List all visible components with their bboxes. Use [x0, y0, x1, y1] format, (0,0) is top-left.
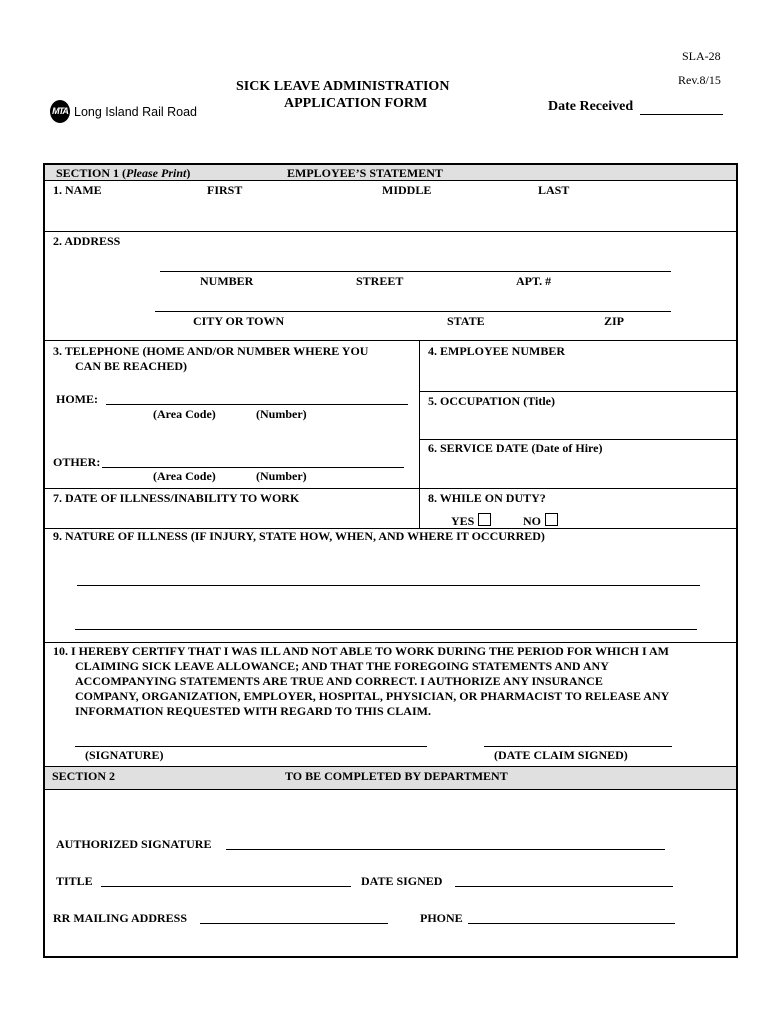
- name-first-label: FIRST: [207, 183, 243, 197]
- address-line2-field[interactable]: [155, 311, 671, 312]
- telephone-label-line2: CAN BE REACHED): [75, 359, 188, 373]
- certify-line4: COMPANY, ORGANIZATION, EMPLOYER, HOSPITAL, PHYSICIAN, OR PHARMACIST TO RELEASE ANY: [75, 689, 670, 703]
- home-number-label: (Number): [256, 407, 307, 421]
- occupation-label: 5. OCCUPATION (Title): [428, 394, 555, 408]
- service-date-label: 6. SERVICE DATE (Date of Hire): [428, 441, 603, 455]
- name-middle-label: MIDDLE: [382, 183, 432, 197]
- address-number-label: NUMBER: [200, 274, 254, 288]
- no-option[interactable]: NO: [523, 513, 558, 529]
- form-title-line2: APPLICATION FORM: [284, 96, 428, 111]
- revision: Rev.8/15: [678, 73, 721, 87]
- section1-label: SECTION 1 (Please Print): [56, 166, 191, 180]
- name-field[interactable]: [45, 231, 736, 232]
- other-phone-label: OTHER:: [53, 455, 101, 469]
- occupation-field[interactable]: [419, 439, 736, 440]
- address-zip-label: ZIP: [604, 314, 625, 328]
- date-received-label: Date Received: [548, 99, 634, 114]
- address-street-label: STREET: [356, 274, 404, 288]
- section2-label: SECTION 2: [52, 769, 116, 783]
- mailing-address-field[interactable]: [200, 923, 388, 924]
- certify-line2: CLAIMING SICK LEAVE ALLOWANCE; AND THAT THE FOREGOING STATEMENTS AND ANY: [75, 659, 609, 673]
- mailing-address-label: RR MAILING ADDRESS: [53, 911, 188, 925]
- no-checkbox[interactable]: [545, 513, 558, 526]
- name-last-label: LAST: [538, 183, 570, 197]
- date-claim-signed-label: (DATE CLAIM SIGNED): [494, 748, 628, 762]
- date-signed-label: DATE SIGNED: [361, 874, 443, 888]
- date-of-illness-label: 7. DATE OF ILLNESS/INABILITY TO WORK: [53, 491, 300, 505]
- authorized-signature-label: AUTHORIZED SIGNATURE: [56, 837, 212, 851]
- address-label: 2. ADDRESS: [53, 234, 121, 248]
- home-phone-field[interactable]: [106, 404, 408, 405]
- signature-label: (SIGNATURE): [85, 748, 164, 762]
- certify-line5: INFORMATION REQUESTED WITH REGARD TO THIS CLAIM.: [75, 704, 431, 718]
- while-on-duty-label: 8. WHILE ON DUTY?: [428, 491, 546, 505]
- home-phone-label: HOME:: [56, 392, 98, 406]
- title-label: TITLE: [56, 874, 93, 888]
- date-signed-field[interactable]: [455, 886, 673, 887]
- employee-number-field[interactable]: [419, 391, 736, 392]
- nature-of-illness-field2[interactable]: [75, 629, 697, 630]
- yes-checkbox[interactable]: [478, 513, 491, 526]
- section2-title: TO BE COMPLETED BY DEPARTMENT: [285, 769, 508, 783]
- date-received-line[interactable]: [640, 114, 723, 115]
- authorized-signature-field[interactable]: [226, 849, 665, 850]
- date-claim-signed-field[interactable]: [484, 746, 672, 747]
- other-number-label: (Number): [256, 469, 307, 483]
- name-label: 1. NAME: [53, 183, 102, 197]
- yes-option[interactable]: YES: [451, 513, 491, 529]
- logo-text: Long Island Rail Road: [74, 105, 197, 119]
- telephone-label: 3. TELEPHONE (HOME AND/OR NUMBER WHERE YOU: [53, 344, 369, 358]
- address-city-label: CITY OR TOWN: [193, 314, 285, 328]
- form-code: SLA-28: [682, 49, 721, 63]
- certify-line3: ACCOMPANYING STATEMENTS ARE TRUE AND CORRECT. I AUTHORIZE ANY INSURANCE: [75, 674, 603, 688]
- certify-line1: 10. I HEREBY CERTIFY THAT I WAS ILL AND NOT ABLE TO WORK DURING THE PERIOD FOR WHICH I AM: [53, 644, 669, 658]
- employee-number-label: 4. EMPLOYEE NUMBER: [428, 344, 566, 358]
- phone-label: PHONE: [420, 911, 463, 925]
- home-area-code-label: (Area Code): [153, 407, 216, 421]
- section1-title: EMPLOYEE’S STATEMENT: [287, 166, 443, 180]
- nature-of-illness-label: 9. NATURE OF ILLNESS (IF INJURY, STATE HOW, WHEN, AND WHERE IT OCCURRED): [53, 529, 545, 543]
- other-area-code-label: (Area Code): [153, 469, 216, 483]
- address-state-label: STATE: [447, 314, 485, 328]
- address-line1-field[interactable]: [160, 271, 671, 272]
- phone-field[interactable]: [468, 923, 675, 924]
- mta-logo-icon: MTA: [50, 100, 70, 123]
- form-title-line1: SICK LEAVE ADMINISTRATION: [236, 79, 450, 94]
- other-phone-field[interactable]: [102, 467, 404, 468]
- title-field[interactable]: [101, 886, 351, 887]
- nature-of-illness-field1[interactable]: [77, 585, 700, 586]
- address-apt-label: APT. #: [516, 274, 552, 288]
- signature-field[interactable]: [75, 746, 427, 747]
